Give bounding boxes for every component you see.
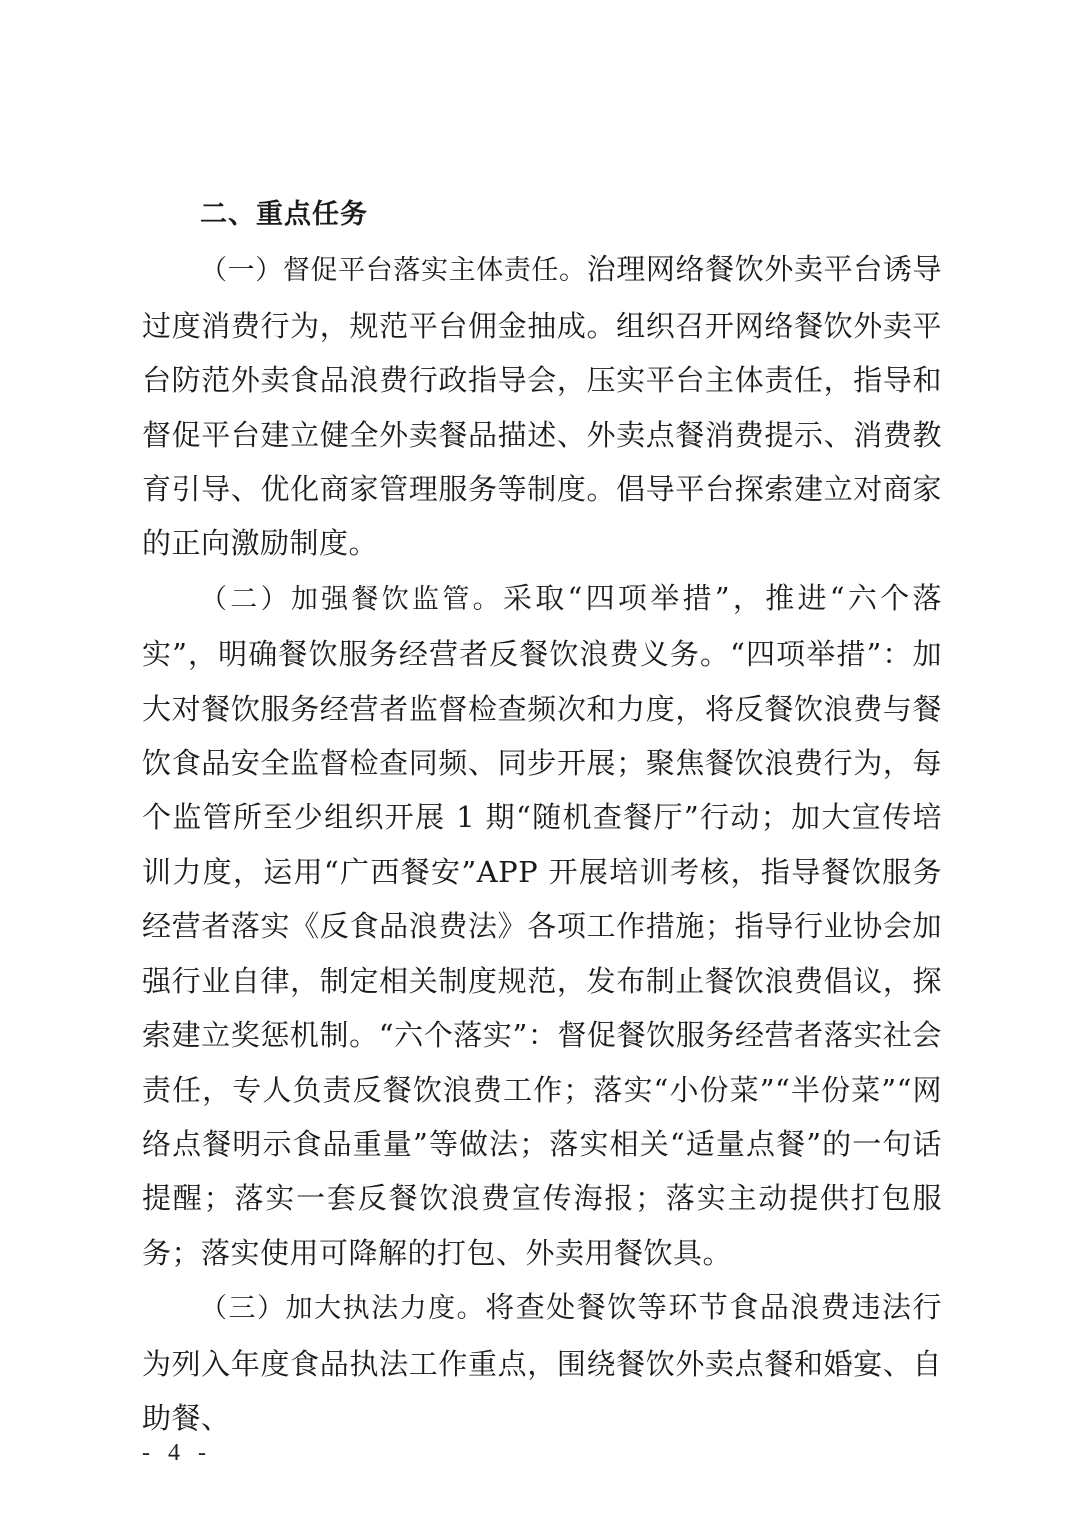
- section-heading: 二、重点任务: [200, 199, 368, 230]
- paragraph-3: [142, 1280, 942, 1445]
- paragraph-2-body: 采取“四项举措”，推进“六个落实”，明确餐饮服务经营者反餐饮浪费义务。“四项举措”：加大对餐饮服务经营者监督检查频次和力度，将反餐饮浪费与餐饮食品安全监督检查同频、同步开展；聚焦餐饮浪费行为，每个监管所至少组织开展 1 期“随机查餐厅”行动；加大宣传培训力度，运用“广西餐安”APP 开展培训考核，指导餐饮服务经营者落实《反食品浪费法》各项工作措施；指导行业协会加强行业自律，制定相关制度规范，发布制止餐饮浪费倡议，探索建立奖惩机制。“六个落实”：督促餐饮服务经营者落实社会责任，专人负责反餐饮浪费工作；落实“小份菜”“半份菜”“网络点餐明示食品重量”等做法；落实相关“适量点餐”的一句话提醒；落实一套反餐饮浪费宣传海报；落实主动提供打包服务；落实使用可降解的打包、外卖用餐饮具。: [142, 580, 943, 1270]
- page-number: - 4 -: [142, 1440, 212, 1466]
- paragraph-3-lead: （三）加大执法力度。: [200, 1293, 486, 1325]
- paragraph-2-lead: （二）加强餐饮监管。: [200, 583, 503, 615]
- paragraph-1-body: 治理网络餐饮外卖平台诱导过度消费行为，规范平台佣金抽成。组织召开网络餐饮外卖平台防范外卖食品浪费行政指导会，压实平台主体责任，指导和督促平台建立健全外卖餐品描述、外卖点餐消费提示、消费教育引导、优化商家管理服务等制度。倡导平台探索建立对商家的正向激励制度。: [142, 252, 942, 561]
- paragraph-1-lead: （一）督促平台落实主体责任。: [200, 255, 587, 287]
- document-body: [142, 188, 942, 1445]
- paragraph-1: [142, 242, 942, 570]
- paragraph-3-body: 将查处餐饮等环节食品浪费违法行为列入年度食品执法工作重点，围绕餐饮外卖点餐和婚宴、自助餐、: [142, 1290, 942, 1435]
- paragraph-2: [142, 571, 942, 1280]
